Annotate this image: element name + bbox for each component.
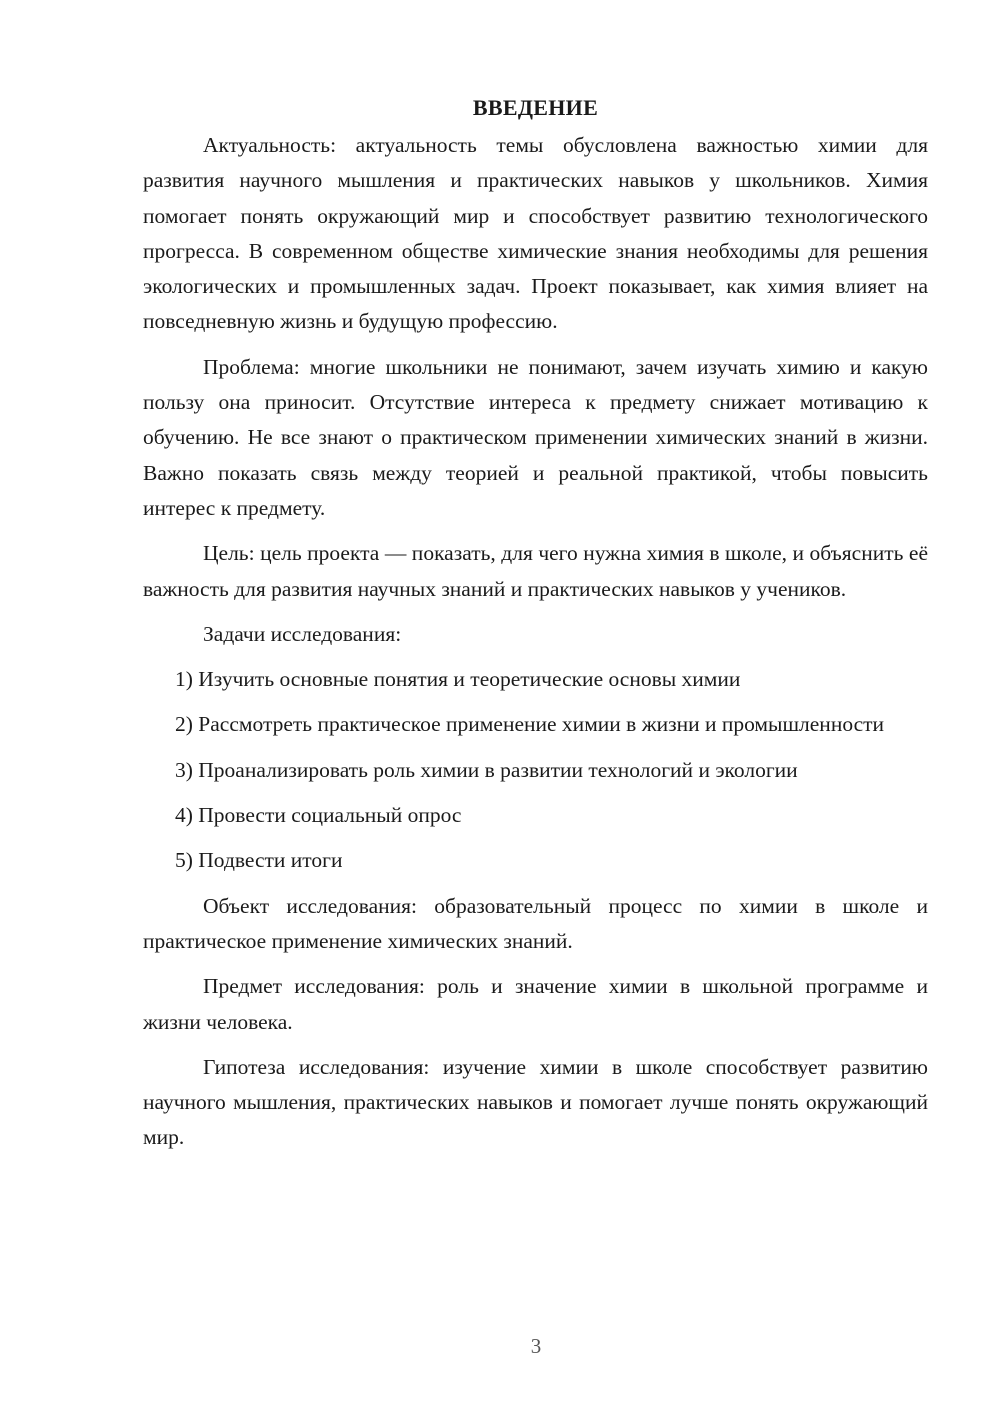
paragraph-problem: Проблема: многие школьники не понимают, зачем изучать химию и какую пользу она приносит. Отсутствие интереса к предмету снижает мотивацию к обучению. Не все знают о практическом применении химических знаний в жизни. Важно показать связь между теорией и реальной практикой, чтобы повысить интерес к предмету.: [143, 354, 928, 520]
paragraph-relevance: Актуальность: актуальность темы обусловлена важностью химии для развития научного мышления и практических навыков у школьников. Химия помогает понять окружающий мир и способствует развитию технологического прогресса. В современном обществе химические знания необходимы для решения экологических и промышленных задач. Проект показывает, как химия влияет на повседневную жизнь и будущую профессию.: [143, 133, 928, 334]
paragraph-hypothesis: Гипотеза исследования: изучение химии в школе способствует развитию научного мышления, практических навыков и помогает лучше понять окружающий мир.: [143, 1054, 928, 1150]
section-title: ВВЕДЕНИЕ: [472, 95, 599, 120]
paragraph-subject: Предмет исследования: роль и значение химии в школьной программе и жизни человека.: [143, 974, 928, 1034]
task-item-3: 3) Проанализировать роль химии в развитии технологий и экологии: [175, 757, 798, 782]
task-item-5: 5) Подвести итоги: [175, 848, 343, 873]
task-item-1: 1) Изучить основные понятия и теоретические основы химии: [175, 667, 741, 692]
paragraph-goal: Цель: цель проекта — показать, для чего нужна химия в школе, и объяснить её важность для развития научных знаний и практических навыков у учеников.: [143, 541, 928, 601]
paragraph-object: Объект исследования: образовательный процесс по химии в школе и практическое применение химических знаний.: [143, 893, 928, 953]
paragraph-tasks-heading: Задачи исследования:: [203, 621, 402, 646]
document-page: [143, 92, 928, 1166]
page-number: 3: [530, 1334, 542, 1358]
task-item-4: 4) Провести социальный опрос: [175, 803, 462, 828]
task-item-2: 2) Рассмотреть практическое применение химии в жизни и промышленности: [175, 712, 885, 737]
